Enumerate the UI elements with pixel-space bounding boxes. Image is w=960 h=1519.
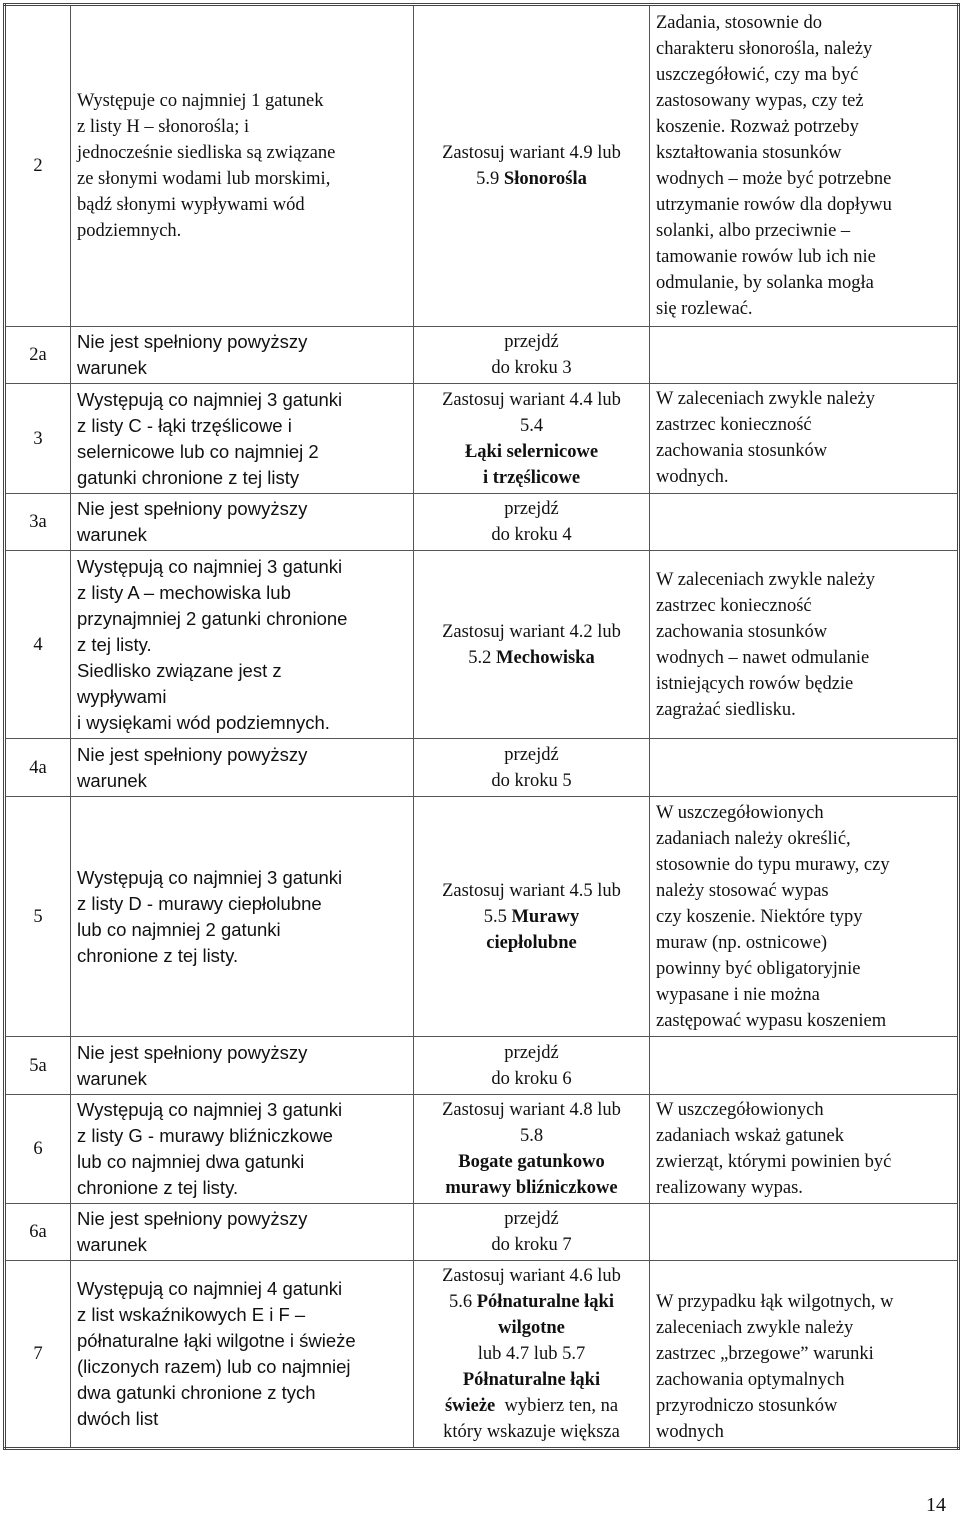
table-row: [5, 797, 959, 1037]
action-line: Zastosuj wariant 4.5 lub: [442, 880, 621, 901]
condition-line: Nie jest spełniony powyższy: [77, 498, 308, 519]
condition-line: wypływami: [77, 685, 167, 707]
step-number: 3: [5, 384, 71, 494]
note-cell: [650, 1095, 959, 1204]
condition-line: z list wskaźnikowych E i F –: [77, 1304, 306, 1325]
condition-line: dwa gatunki chronione z tych: [77, 1382, 316, 1403]
note-line: realizowany wypas.: [656, 1178, 803, 1198]
step-number: 4a: [5, 739, 71, 797]
action-cell: [414, 1261, 650, 1449]
condition-line: z listy H – słonorośla; i: [77, 117, 250, 137]
variant-number: 5.8: [519, 1126, 544, 1146]
note-line: zastosowany wypas, czy też: [656, 91, 864, 111]
note-line: wodnych – nawet odmulanie: [656, 647, 870, 668]
note-line: muraw (np. ostnicowe): [656, 932, 828, 953]
action-cell: [414, 384, 650, 494]
condition-line: warunek: [77, 769, 147, 791]
note-line: W zaleceniach zwykle należy: [656, 389, 875, 409]
note-line: istniejących rowów będzie: [656, 673, 854, 694]
habitat-name: Słonorośla: [503, 169, 587, 189]
goto-step: do kroku 4: [491, 525, 572, 545]
note-line: zadaniach należy określić,: [656, 828, 851, 849]
page-number: 14: [926, 1494, 946, 1516]
condition-line: podziemnych.: [77, 221, 182, 241]
table-row: [5, 494, 959, 551]
note-cell: [650, 1037, 959, 1095]
condition-cell: [71, 797, 414, 1037]
table-row: [5, 327, 959, 384]
action-cell: [414, 1204, 650, 1261]
variant-number: 5.2: [468, 647, 492, 668]
condition-line: z listy G - murawy bliźniczkowe: [77, 1125, 333, 1146]
note-cell: [650, 5, 959, 327]
condition-line: lub co najmniej 2 gatunki: [77, 918, 281, 940]
condition-line: Występują co najmniej 3 gatunki: [77, 388, 343, 410]
note-line: W uszczegółowionych: [656, 1100, 824, 1120]
note-line: zastrzec konieczność: [656, 595, 812, 616]
note-line: wypasane i nie można: [656, 984, 820, 1005]
condition-line: selernicowe lub co najmniej 2: [77, 440, 319, 462]
note-line: zachowania stosunków: [656, 441, 828, 461]
note-cell: [650, 739, 959, 797]
condition-line: przynajmniej 2 gatunki chronione: [77, 607, 348, 629]
action-line: Zastosuj wariant 4.9 lub: [442, 143, 621, 163]
note-cell: [650, 384, 959, 494]
condition-line: dwóch list: [77, 1408, 159, 1429]
condition-line: warunek: [77, 524, 147, 545]
condition-line: jednocześnie siedliska są związane: [77, 143, 336, 163]
note-line: charakteru słonorośla, należy: [656, 39, 873, 59]
variant-number: 5.4: [519, 415, 544, 436]
habitat-name: murawy bliźniczkowe: [445, 1178, 618, 1198]
condition-line: warunek: [77, 357, 147, 378]
table-row: [5, 1095, 959, 1204]
note-line: zastrzec „brzegowe” warunki: [656, 1344, 874, 1364]
note-line: zwierząt, którymi powinien być: [656, 1152, 892, 1172]
note-line: solanki, albo przeciwnie –: [656, 221, 851, 241]
condition-line: (liczonych razem) lub co najmniej: [77, 1356, 351, 1377]
condition-line: bądź słonymi wypływami wód: [77, 195, 305, 215]
note-line: zachowania optymalnych: [656, 1370, 845, 1390]
step-number: 7: [5, 1261, 71, 1449]
table-row: [5, 1204, 959, 1261]
condition-cell: [71, 1261, 414, 1449]
note-line: stosownie do typu murawy, czy: [656, 854, 890, 875]
table-row: [5, 739, 959, 797]
habitat-name: Mechowiska: [496, 647, 595, 668]
note-line: odmulanie, by solanka mogła: [656, 273, 874, 293]
note-line: czy koszenie. Niektóre typy: [656, 906, 863, 927]
habitat-name: świeże: [444, 1396, 496, 1416]
note-line: powinny być obligatoryjnie: [656, 958, 861, 979]
note-line: W zaleceniach zwykle należy: [656, 569, 875, 590]
step-number: 2: [5, 5, 71, 327]
action-cell: [414, 739, 650, 797]
condition-line: Nie jest spełniony powyższy: [77, 331, 308, 352]
condition-line: Nie jest spełniony powyższy: [77, 1041, 308, 1063]
condition-line: Występują co najmniej 3 gatunki: [77, 555, 343, 577]
note-cell: [650, 327, 959, 384]
variant-number: 5.9: [476, 169, 500, 189]
condition-line: lub co najmniej dwa gatunki: [77, 1151, 305, 1172]
note-line: należy stosować wypas: [656, 880, 829, 901]
habitat-name: wilgotne: [498, 1318, 565, 1338]
habitat-name: Półnaturalne łąki: [476, 1292, 614, 1312]
condition-cell: [71, 384, 414, 494]
note-line: wodnych – może być potrzebne: [656, 169, 892, 189]
goto-step: do kroku 3: [491, 358, 572, 378]
variant-number: 5.6: [449, 1292, 473, 1312]
habitat-name: i trzęślicowe: [482, 467, 581, 488]
note-line: utrzymanie rowów dla dopływu: [656, 195, 892, 215]
action-cell: [414, 494, 650, 551]
table-row: [5, 1261, 959, 1449]
action-line: Zastosuj wariant 4.6 lub: [442, 1266, 621, 1286]
action-line: Zastosuj wariant 4.8 lub: [442, 1100, 621, 1120]
condition-line: Nie jest spełniony powyższy: [77, 743, 308, 765]
condition-line: chronione z tej listy.: [77, 1177, 239, 1198]
note-line: kształtowania stosunków: [656, 143, 842, 163]
step-number: 2a: [5, 327, 71, 384]
note-line: zachowania stosunków: [656, 621, 828, 642]
action-line: lub 4.7 lub 5.7: [477, 1344, 586, 1364]
condition-cell: [71, 1037, 414, 1095]
step-number: 6: [5, 1095, 71, 1204]
note-line: W uszczegółowionych: [656, 802, 824, 823]
table-row: [5, 5, 959, 327]
note-line: zadaniach wskaż gatunek: [656, 1126, 844, 1146]
goto-label: przejdź: [504, 1209, 559, 1229]
note-line: się rozlewać.: [656, 299, 753, 319]
action-cell: [414, 551, 650, 739]
note-cell: [650, 494, 959, 551]
condition-cell: [71, 494, 414, 551]
condition-line: z tej listy.: [77, 633, 152, 655]
note-line: zastrzec konieczność: [656, 415, 812, 435]
condition-line: z listy C - łąki trzęślicowe i: [77, 414, 292, 436]
goto-step: do kroku 6: [491, 1068, 572, 1089]
condition-cell: [71, 327, 414, 384]
habitat-name: ciepłolubne: [486, 932, 577, 953]
condition-line: warunek: [77, 1234, 147, 1255]
condition-line: i wysiękami wód podziemnych.: [77, 711, 330, 733]
condition-line: Występuje co najmniej 1 gatunek: [77, 91, 324, 111]
condition-cell: [71, 1095, 414, 1204]
condition-cell: [71, 5, 414, 327]
condition-cell: [71, 1204, 414, 1261]
note-cell: [650, 1204, 959, 1261]
habitat-name: Murawy: [511, 906, 580, 927]
condition-line: chronione z tej listy.: [77, 944, 239, 966]
condition-line: z listy D - murawy ciepłolubne: [77, 892, 322, 914]
action-line: Zastosuj wariant 4.4 lub: [442, 389, 621, 410]
table-row: [5, 384, 959, 494]
condition-line: półnaturalne łąki wilgotne i świeże: [77, 1330, 356, 1351]
note-line: tamowanie rowów lub ich nie: [656, 247, 876, 267]
habitat-name: Bogate gatunkowo: [458, 1152, 605, 1172]
note-cell: [650, 551, 959, 739]
condition-cell: [71, 739, 414, 797]
action-cell: [414, 1037, 650, 1095]
habitat-name: Łąki selernicowe: [464, 441, 599, 462]
note-line: przyrodniczo stosunków: [656, 1396, 838, 1416]
note-line: uszczegółowić, czy ma być: [656, 65, 859, 85]
condition-line: Nie jest spełniony powyższy: [77, 1208, 308, 1229]
note-cell: [650, 1261, 959, 1449]
goto-label: przejdź: [504, 332, 559, 352]
condition-line: Występują co najmniej 3 gatunki: [77, 866, 343, 888]
goto-label: przejdź: [504, 744, 559, 765]
step-number: 3a: [5, 494, 71, 551]
note-line: zagrażać siedlisku.: [656, 699, 796, 720]
note-line: koszenie. Rozważ potrzeby: [656, 117, 859, 137]
note-cell: [650, 797, 959, 1037]
action-cell: [414, 327, 650, 384]
step-number: 6a: [5, 1204, 71, 1261]
condition-line: Występują co najmniej 4 gatunki: [77, 1278, 343, 1299]
note-line: Zadania, stosownie do: [656, 13, 822, 33]
note-line: W przypadku łąk wilgotnych, w: [656, 1292, 894, 1312]
goto-step: do kroku 5: [491, 770, 572, 791]
goto-label: przejdź: [504, 499, 559, 519]
condition-line: warunek: [77, 1067, 147, 1089]
note-line: zaleceniach zwykle należy: [656, 1318, 854, 1338]
condition-line: Siedlisko związane jest z: [77, 659, 282, 681]
action-line: wybierz ten, na: [504, 1396, 619, 1416]
note-line: wodnych.: [656, 467, 729, 487]
action-cell: [414, 797, 650, 1037]
condition-line: Występują co najmniej 3 gatunki: [77, 1099, 343, 1120]
action-cell: [414, 5, 650, 327]
action-line: który wskazuje większa: [443, 1422, 620, 1442]
step-number: 4: [5, 551, 71, 739]
table-row: [5, 551, 959, 739]
action-cell: [414, 1095, 650, 1204]
table-row: [5, 1037, 959, 1095]
step-number: 5: [5, 797, 71, 1037]
habitat-name: Półnaturalne łąki: [462, 1370, 601, 1390]
goto-step: do kroku 7: [491, 1235, 572, 1255]
condition-cell: [71, 551, 414, 739]
step-number: 5a: [5, 1037, 71, 1095]
goto-label: przejdź: [504, 1042, 559, 1063]
note-line: zastępować wypasu koszeniem: [656, 1010, 887, 1031]
decision-key-table: [3, 3, 960, 1450]
condition-line: z listy A – mechowiska lub: [77, 581, 291, 603]
note-line: wodnych: [656, 1422, 724, 1442]
action-line: Zastosuj wariant 4.2 lub: [442, 621, 621, 642]
condition-line: gatunki chronione z tej listy: [77, 466, 300, 488]
condition-line: ze słonymi wodami lub morskimi,: [77, 169, 331, 189]
variant-number: 5.5: [483, 906, 507, 927]
